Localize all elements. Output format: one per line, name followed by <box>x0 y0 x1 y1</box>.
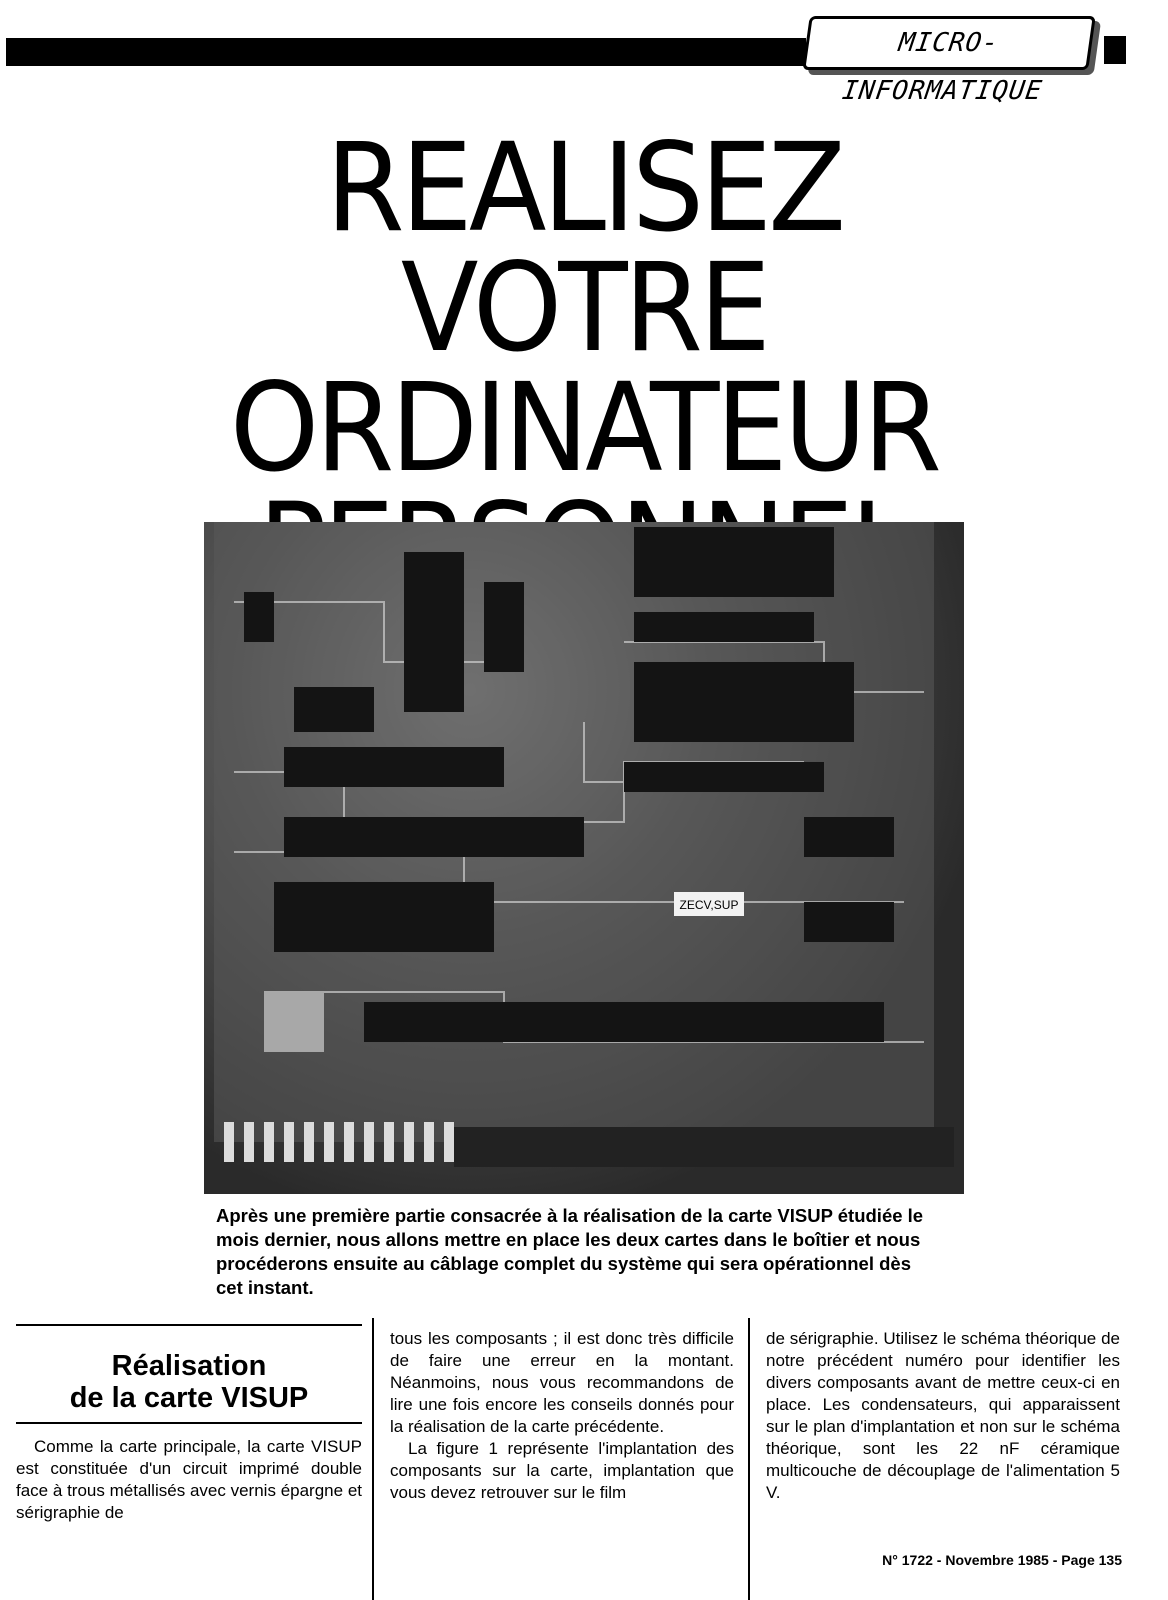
subhead-line-2: de la carte VISUP <box>69 1382 309 1414</box>
article-column-1 <box>16 1436 362 1524</box>
lede-paragraph: Après une première partie consacrée à la réalisation de la carte VISUP étudiée le mois dernier, nous allons mettre en place les deux cartes dans le boîtier et nous procéderons ensuite au câblage complet du système qui sera opérationnel dès cet instant. <box>216 1205 924 1298</box>
column-divider-2 <box>748 1318 750 1600</box>
chip-label: ZECV,SUP <box>679 898 739 912</box>
section-tag: MICRO-INFORMATIQUE <box>802 16 1096 70</box>
article-column-3 <box>766 1328 1120 1504</box>
circuit-board-illustration <box>204 522 964 1194</box>
article-column-2 <box>390 1328 734 1504</box>
col2-paragraph-2: La figure 1 représente l'implantation des composants sur la carte, implantation que vous devez retrouver sur le film <box>390 1439 734 1502</box>
header-rule-end <box>1104 36 1126 64</box>
article-subhead <box>16 1350 362 1414</box>
column-divider-1 <box>372 1318 374 1600</box>
headline-line-2: VOTRE ORDINATEUR <box>229 237 939 499</box>
col2-paragraph-1: tous les composants ; il est donc très difficile de faire une erreur en la montant. Néanmoins, nous vous recommandons de lire une fois encore les conseils donnés pour la réalisation de la carte précédente. <box>390 1329 734 1436</box>
circuit-board-photo <box>204 522 964 1194</box>
subhead-line-1: Réalisation <box>111 1350 267 1382</box>
header-rule-bar <box>6 38 806 66</box>
page-footer: N° 1722 - Novembre 1985 - Page 135 <box>882 1552 1122 1568</box>
col1-paragraph-1: Comme la carte principale, la carte VISUP est constituée d'un circuit imprimé double face à trous métallisés avec vernis épargne et sérigraphie de <box>16 1437 362 1522</box>
col3-paragraph-1: de sérigraphie. Utilisez le schéma théorique de notre précédent numéro pour identifier les divers composants avant de mettre ceux-ci en place. Les condensateurs, qui apparaissent sur le plan d'implantation et non sur le schéma théorique, sont les 22 nF céramique multicouche de découplage de l'alimentation 5 V. <box>766 1329 1120 1502</box>
headline-line-1: REALISEZ <box>325 117 843 259</box>
subhead-top-rule <box>16 1324 362 1326</box>
subhead-bottom-rule <box>16 1422 362 1424</box>
